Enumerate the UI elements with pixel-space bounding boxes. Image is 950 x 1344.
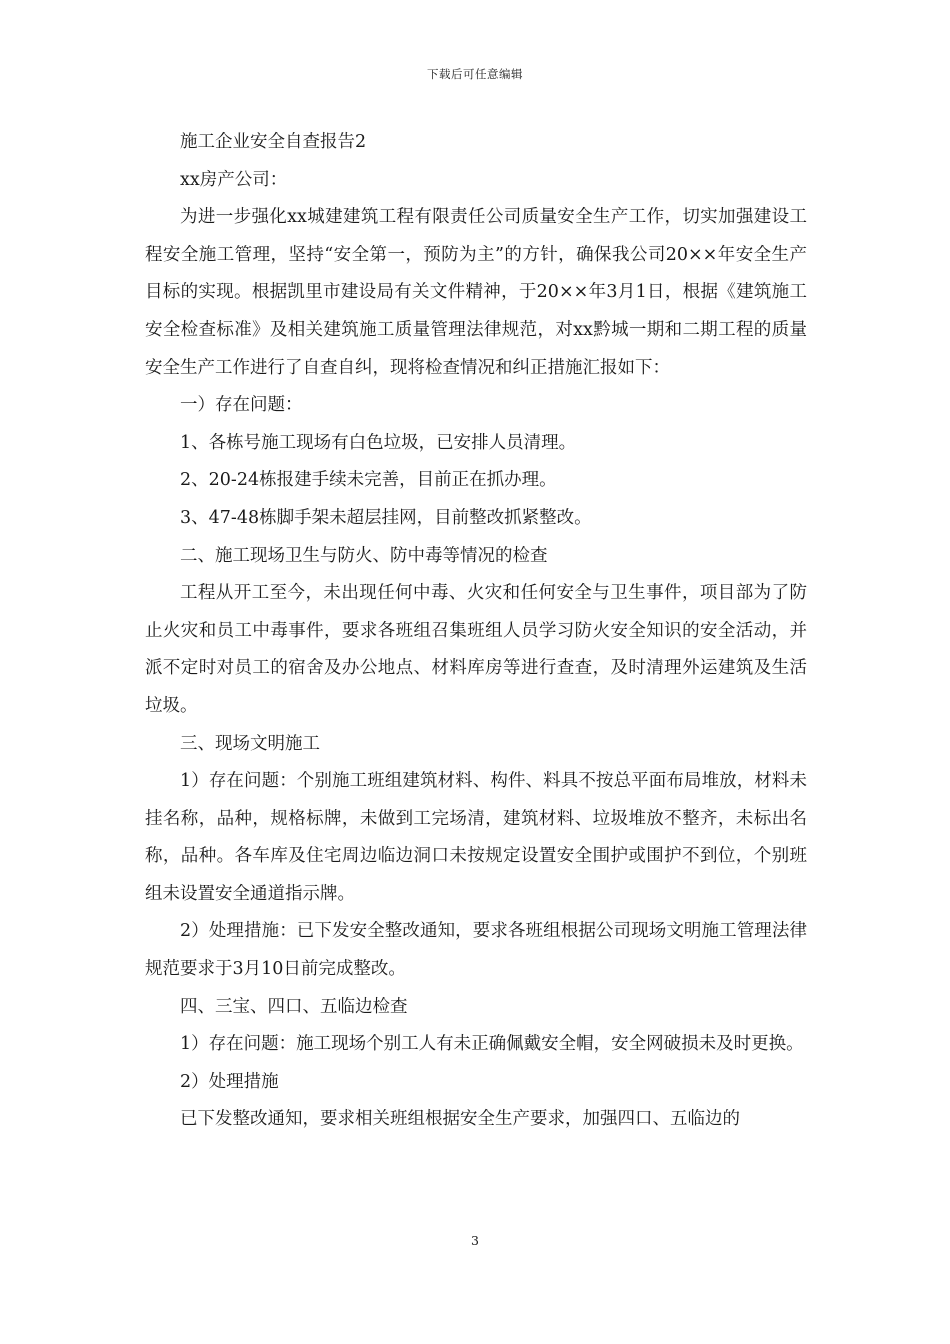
body-paragraph: 1）存在问题：个别施工班组建筑材料、构件、料具不按总平面布局堆放，材料未挂名称，品种，规格标牌，未做到工完场清，建筑材料、垃圾堆放不整齐，未标出名称，品种。各车库及住宅周边临边洞口未按规定设置安全围护或围护不到位，个别班组未设置安全通道指示牌。 <box>145 771 807 904</box>
page-header: 下载后可任意编辑 <box>427 67 523 81</box>
list-item: 3、47-48栋脚手架未超层挂网，目前整改抓紧整改。 <box>180 507 592 528</box>
body-paragraph: 已下发整改通知，要求相关班组根据安全生产要求，加强四口、五临边的 <box>180 1109 740 1130</box>
list-item: 2、20-24栋报建手续未完善，目前正在抓办理。 <box>180 470 557 491</box>
body-paragraph: 2）处理措施 <box>180 1071 279 1092</box>
section-heading: 三、现场文明施工 <box>180 733 320 754</box>
list-item: 1、各栋号施工现场有白色垃圾，已安排人员清理。 <box>180 432 577 453</box>
section-heading: 二、施工现场卫生与防火、防中毒等情况的检查 <box>180 545 548 566</box>
document-body <box>145 124 807 1139</box>
page-number: 3 <box>471 1233 479 1248</box>
report-title: 施工企业安全自查报告2 <box>180 132 367 152</box>
body-paragraph: 2）处理措施：已下发安全整改通知，要求各班组根据公司现场文明施工管理法律规范要求于3月10日前完成整改。 <box>145 921 807 980</box>
body-paragraph: 1）存在问题：施工现场个别工人有未正确佩戴安全帽，安全网破损未及时更换。 <box>180 1034 804 1055</box>
section-heading: 一）存在问题： <box>180 395 303 416</box>
section-heading: 四、三宝、四口、五临边检查 <box>180 996 408 1017</box>
addressee: xx房产公司： <box>180 169 288 190</box>
intro-paragraph: 为进一步强化xx城建建筑工程有限责任公司质量安全生产工作，切实加强建设工程安全施工管理，坚持“安全第一，预防为主”的方针，确保我公司20××年安全生产目标的实现。根据凯里市建设局有关文件精神，于20××年3月1日，根据《建筑施工安全检查标准》及相关建筑施工质量管理法律规范，对xx黔城一期和二期工程的质量安全生产工作进行了自查自纠，现将检查情况和纠正措施汇报如下： <box>145 207 807 378</box>
body-paragraph: 工程从开工至今，未出现任何中毒、火灾和任何安全与卫生事件，项目部为了防止火灾和员工中毒事件，要求各班组召集班组人员学习防火安全知识的安全活动，并派不定时对员工的宿舍及办公地点、材料库房等进行查查，及时清理外运建筑及生活垃圾。 <box>145 583 807 716</box>
